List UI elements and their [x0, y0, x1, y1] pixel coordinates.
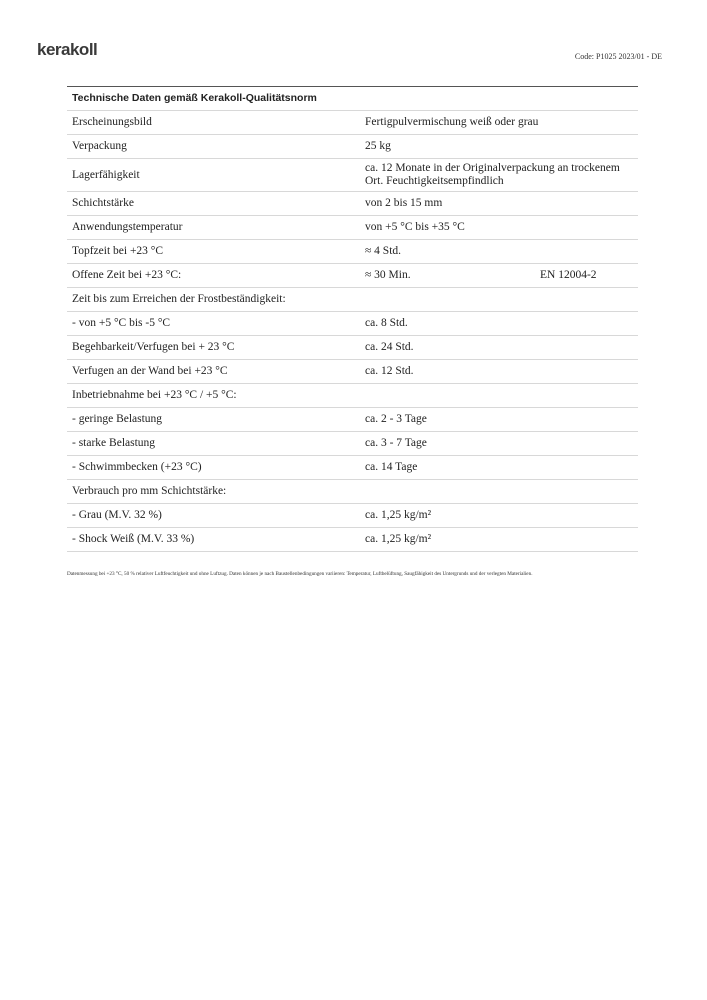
row-label: Zeit bis zum Erreichen der Frostbeständigkeit:: [72, 293, 286, 305]
row-label: - Schwimmbecken (+23 °C): [72, 461, 202, 473]
row-label: Anwendungstemperatur: [72, 221, 183, 233]
kerakoll-logo: kerakoll: [37, 40, 98, 59]
row-value-cell: [360, 507, 638, 524]
row-value-cell: [360, 411, 638, 428]
row-value-cell: [360, 138, 638, 155]
row-label: Topfzeit bei +23 °C: [72, 245, 164, 257]
row-value-cell: [360, 298, 638, 302]
row-value: ca. 3 - 7 Tage: [365, 437, 427, 449]
row-value-cell: [360, 394, 638, 398]
row-label: Erscheinungsbild: [72, 116, 152, 128]
table-row: [67, 192, 638, 216]
row-value-cell: [360, 490, 638, 494]
row-label: Verpackung: [72, 140, 127, 152]
row-value-cell: [360, 160, 638, 190]
row-label: Lagerfähigkeit: [72, 168, 140, 181]
table-row: [67, 264, 638, 288]
table-row: [67, 216, 638, 240]
table-row: [67, 288, 638, 312]
table-row: [67, 312, 638, 336]
row-value: ca. 1,25 kg/m²: [365, 533, 432, 545]
row-value: ca. 12 Monate in der Originalverpackung an trockenem Ort. Feuchtigkeitsempfindlich: [365, 162, 620, 187]
row-value: ≈ 30 Min.: [365, 269, 411, 281]
row-value: ca. 1,25 kg/m²: [365, 509, 432, 521]
row-label: Verfugen an der Wand bei +23 °C: [72, 365, 228, 377]
row-label: Offene Zeit bei +23 °C:: [72, 269, 182, 281]
row-norm: EN 12004-2: [540, 269, 597, 281]
row-value-cell: [360, 315, 638, 332]
row-value: ca. 8 Std.: [365, 317, 408, 329]
technical-data-table: [67, 86, 638, 552]
table-row: [67, 384, 638, 408]
row-value: von +5 °C bis +35 °C: [365, 221, 465, 233]
row-value-cell: [360, 195, 638, 212]
row-label: Begehbarkeit/Verfugen bei + 23 °C: [72, 341, 235, 353]
row-value-cell: [360, 363, 638, 380]
row-value-cell: [360, 531, 638, 548]
row-label: Schichtstärke: [72, 197, 134, 209]
row-value: ca. 2 - 3 Tage: [365, 413, 427, 425]
row-value: ca. 24 Std.: [365, 341, 414, 353]
table-row: [67, 504, 638, 528]
row-value-cell: [360, 435, 638, 452]
table-row: [67, 456, 638, 480]
row-value: von 2 bis 15 mm: [365, 197, 443, 209]
row-value-cell: [360, 243, 638, 260]
table-row: [67, 240, 638, 264]
table-row: [67, 111, 638, 135]
row-label: - starke Belastung: [72, 437, 156, 449]
table-row: [67, 480, 638, 504]
row-value-cell: [360, 267, 638, 284]
row-label: Inbetriebnahme bei +23 °C / +5 °C:: [72, 389, 237, 401]
table-title: Technische Daten gemäß Kerakoll-Qualitätsnorm: [72, 92, 317, 104]
table-row: [67, 528, 638, 552]
row-label: Verbrauch pro mm Schichtstärke:: [72, 485, 227, 497]
table-row: [67, 159, 638, 192]
footnote: Datenmessung bei +23 °C, 50 % relativer Luftfeuchtigkeit und ohne Luftzug. Daten können je nach Baustellenbedingungen variieren: Temperatur, Luftbelüftung, Saugfähigkeit des Untergrunds und der verlegten Materialien.: [67, 571, 533, 577]
row-value-cell: [360, 219, 638, 236]
table-title-row: [67, 87, 638, 111]
document-code: Code: P1025 2023/01 - DE: [574, 52, 662, 61]
table-row: [67, 360, 638, 384]
row-value-cell: [360, 459, 638, 476]
row-value: ≈ 4 Std.: [365, 245, 402, 257]
table-row: [67, 135, 638, 159]
table-row: [67, 432, 638, 456]
row-value: 25 kg: [365, 140, 391, 152]
row-label: - geringe Belastung: [72, 413, 163, 425]
row-value: ca. 14 Tage: [365, 461, 418, 473]
row-label: - von +5 °C bis -5 °C: [72, 317, 171, 329]
row-value-cell: [360, 114, 638, 131]
table-row: [67, 336, 638, 360]
row-label: - Shock Weiß (M.V. 33 %): [72, 533, 195, 545]
row-value-cell: [360, 339, 638, 356]
table-row: [67, 408, 638, 432]
row-value: ca. 12 Std.: [365, 365, 414, 377]
table-body: [67, 111, 638, 552]
row-value: Fertigpulvermischung weiß oder grau: [365, 116, 539, 128]
row-label: - Grau (M.V. 32 %): [72, 509, 162, 521]
